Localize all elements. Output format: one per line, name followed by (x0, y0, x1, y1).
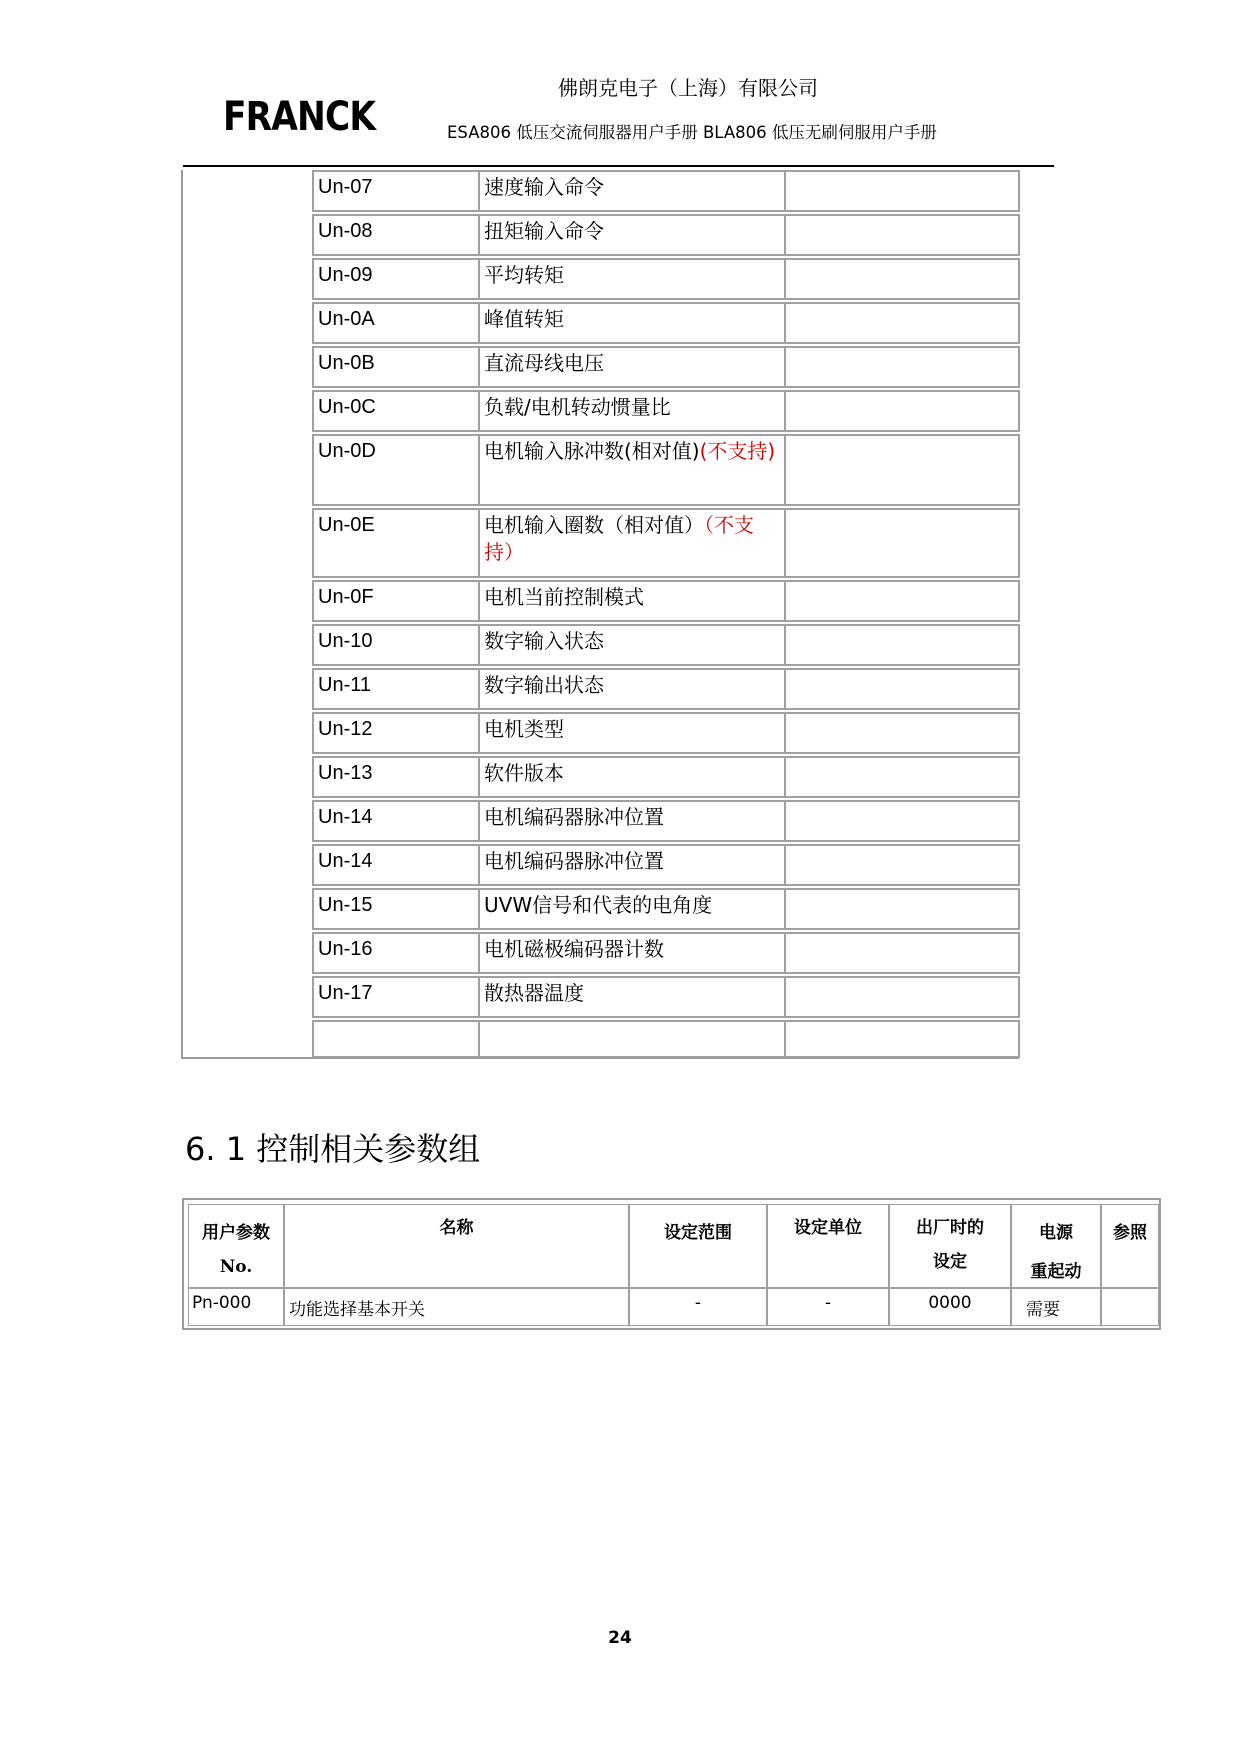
table-row (312, 346, 1020, 388)
param-name-text: 电机输入圈数（相对值） (484, 513, 704, 537)
table-row (312, 214, 1020, 256)
param-extra (784, 844, 1020, 886)
param-code: Un-0D (312, 434, 480, 506)
header-range (629, 1204, 767, 1288)
header-power (1011, 1204, 1101, 1288)
param-code: Un-08 (312, 214, 480, 256)
header-name-text: 名称 (439, 1218, 474, 1238)
header-factory-line1: 出厂时的 (916, 1218, 984, 1238)
row-ref (1101, 1288, 1159, 1326)
param-extra (784, 932, 1020, 974)
param-extra (784, 214, 1020, 256)
header-unit (767, 1204, 889, 1288)
param-code: Un-0E (312, 508, 480, 578)
header-factory (889, 1204, 1011, 1288)
param-code: Un-11 (312, 668, 480, 710)
header-ref-text: 参照 (1113, 1223, 1147, 1243)
table-row (312, 302, 1020, 344)
param-name: 直流母线电压 (478, 346, 786, 388)
table-row (312, 1020, 1020, 1058)
param-extra (784, 434, 1020, 506)
param-code: Un-10 (312, 624, 480, 666)
header-user-param-line2: No. (219, 1257, 253, 1277)
param-name: UVW信号和代表的电角度 (478, 888, 786, 930)
param-extra (784, 800, 1020, 842)
table-row (312, 932, 1020, 974)
row-param-no: Pn-000 (188, 1288, 284, 1326)
param-name: 软件版本 (478, 756, 786, 798)
table-row (312, 844, 1020, 886)
manual-subtitle: ESA806 低压交流伺服器用户手册 BLA806 低压无刷伺服用户手册 (447, 123, 937, 142)
table-row (312, 624, 1020, 666)
param-name: 负载/电机转动惯量比 (478, 390, 786, 432)
param-code: Un-14 (312, 800, 480, 842)
param-name: 速度输入命令 (478, 170, 786, 212)
unsupported-note: （不支持） (484, 513, 754, 564)
param-name: 平均转矩 (478, 258, 786, 300)
param-extra (784, 390, 1020, 432)
param-extra (784, 302, 1020, 344)
param-name: 扭矩输入命令 (478, 214, 786, 256)
param-name-text: 电机输入脉冲数(相对值) (484, 439, 700, 463)
header-name (284, 1204, 629, 1288)
param-extra (784, 888, 1020, 930)
header-ref (1101, 1204, 1159, 1288)
section-title: 6. 1 控制相关参数组 (185, 1130, 481, 1168)
param-extra (784, 346, 1020, 388)
table-row (312, 258, 1020, 300)
row-unit: - (767, 1288, 889, 1326)
unsupported-note: (不支持) (699, 439, 776, 463)
brand-logo: FRANCK (223, 94, 376, 140)
header-rule (183, 165, 1054, 167)
param-code: Un-17 (312, 976, 480, 1018)
table-row (312, 508, 1020, 578)
header-power-line2: 重起动 (1030, 1262, 1082, 1282)
header-power-line1: 电源 (1039, 1223, 1073, 1243)
header-factory-line2: 设定 (933, 1252, 967, 1272)
table-row (312, 580, 1020, 622)
monitor-table (181, 170, 1019, 1059)
param-extra (784, 508, 1020, 578)
param-extra (784, 756, 1020, 798)
row-power: 需要 (1011, 1288, 1101, 1326)
header-unit-text: 设定单位 (794, 1218, 862, 1238)
param-code: Un-13 (312, 756, 480, 798)
param-extra (784, 976, 1020, 1018)
table-row (312, 800, 1020, 842)
param-extra (784, 1020, 1020, 1058)
param-name: 数字输出状态 (478, 668, 786, 710)
header-user-param (188, 1204, 284, 1288)
param-name: 数字输入状态 (478, 624, 786, 666)
param-name: 电机当前控制模式 (478, 580, 786, 622)
param-name: 电机编码器脉冲位置 (478, 844, 786, 886)
table-row (312, 756, 1020, 798)
param-extra (784, 624, 1020, 666)
header-range-text: 设定范围 (664, 1223, 732, 1243)
header-user-param-line1: 用户参数 (202, 1223, 270, 1243)
param-name: 散热器温度 (478, 976, 786, 1018)
param-extra (784, 580, 1020, 622)
param-extra (784, 170, 1020, 212)
row-range: - (629, 1288, 767, 1326)
param-name (478, 508, 786, 578)
table-row (312, 712, 1020, 754)
param-table (182, 1198, 1161, 1330)
company-name: 佛朗克电子（上海）有限公司 (558, 76, 818, 100)
table-row (312, 888, 1020, 930)
table-row (312, 390, 1020, 432)
param-extra (784, 258, 1020, 300)
param-code (312, 1020, 480, 1058)
param-name: 峰值转矩 (478, 302, 786, 344)
param-code: Un-0F (312, 580, 480, 622)
param-name: 电机类型 (478, 712, 786, 754)
param-code: Un-15 (312, 888, 480, 930)
param-code: Un-14 (312, 844, 480, 886)
table-row (312, 170, 1020, 212)
row-param-name: 功能选择基本开关 (284, 1288, 629, 1326)
page-number: 24 (608, 1628, 632, 1648)
param-name: 电机编码器脉冲位置 (478, 800, 786, 842)
param-extra (784, 668, 1020, 710)
row-factory: 0000 (889, 1288, 1011, 1326)
param-code: Un-0C (312, 390, 480, 432)
param-code: Un-12 (312, 712, 480, 754)
table-row (312, 668, 1020, 710)
param-code: Un-09 (312, 258, 480, 300)
table-row (312, 434, 1020, 506)
param-code: Un-0B (312, 346, 480, 388)
table-row (312, 976, 1020, 1018)
param-code: Un-16 (312, 932, 480, 974)
param-code: Un-07 (312, 170, 480, 212)
param-name: 电机磁极编码器计数 (478, 932, 786, 974)
param-code: Un-0A (312, 302, 480, 344)
param-name (478, 1020, 786, 1058)
param-name (478, 434, 786, 506)
param-extra (784, 712, 1020, 754)
